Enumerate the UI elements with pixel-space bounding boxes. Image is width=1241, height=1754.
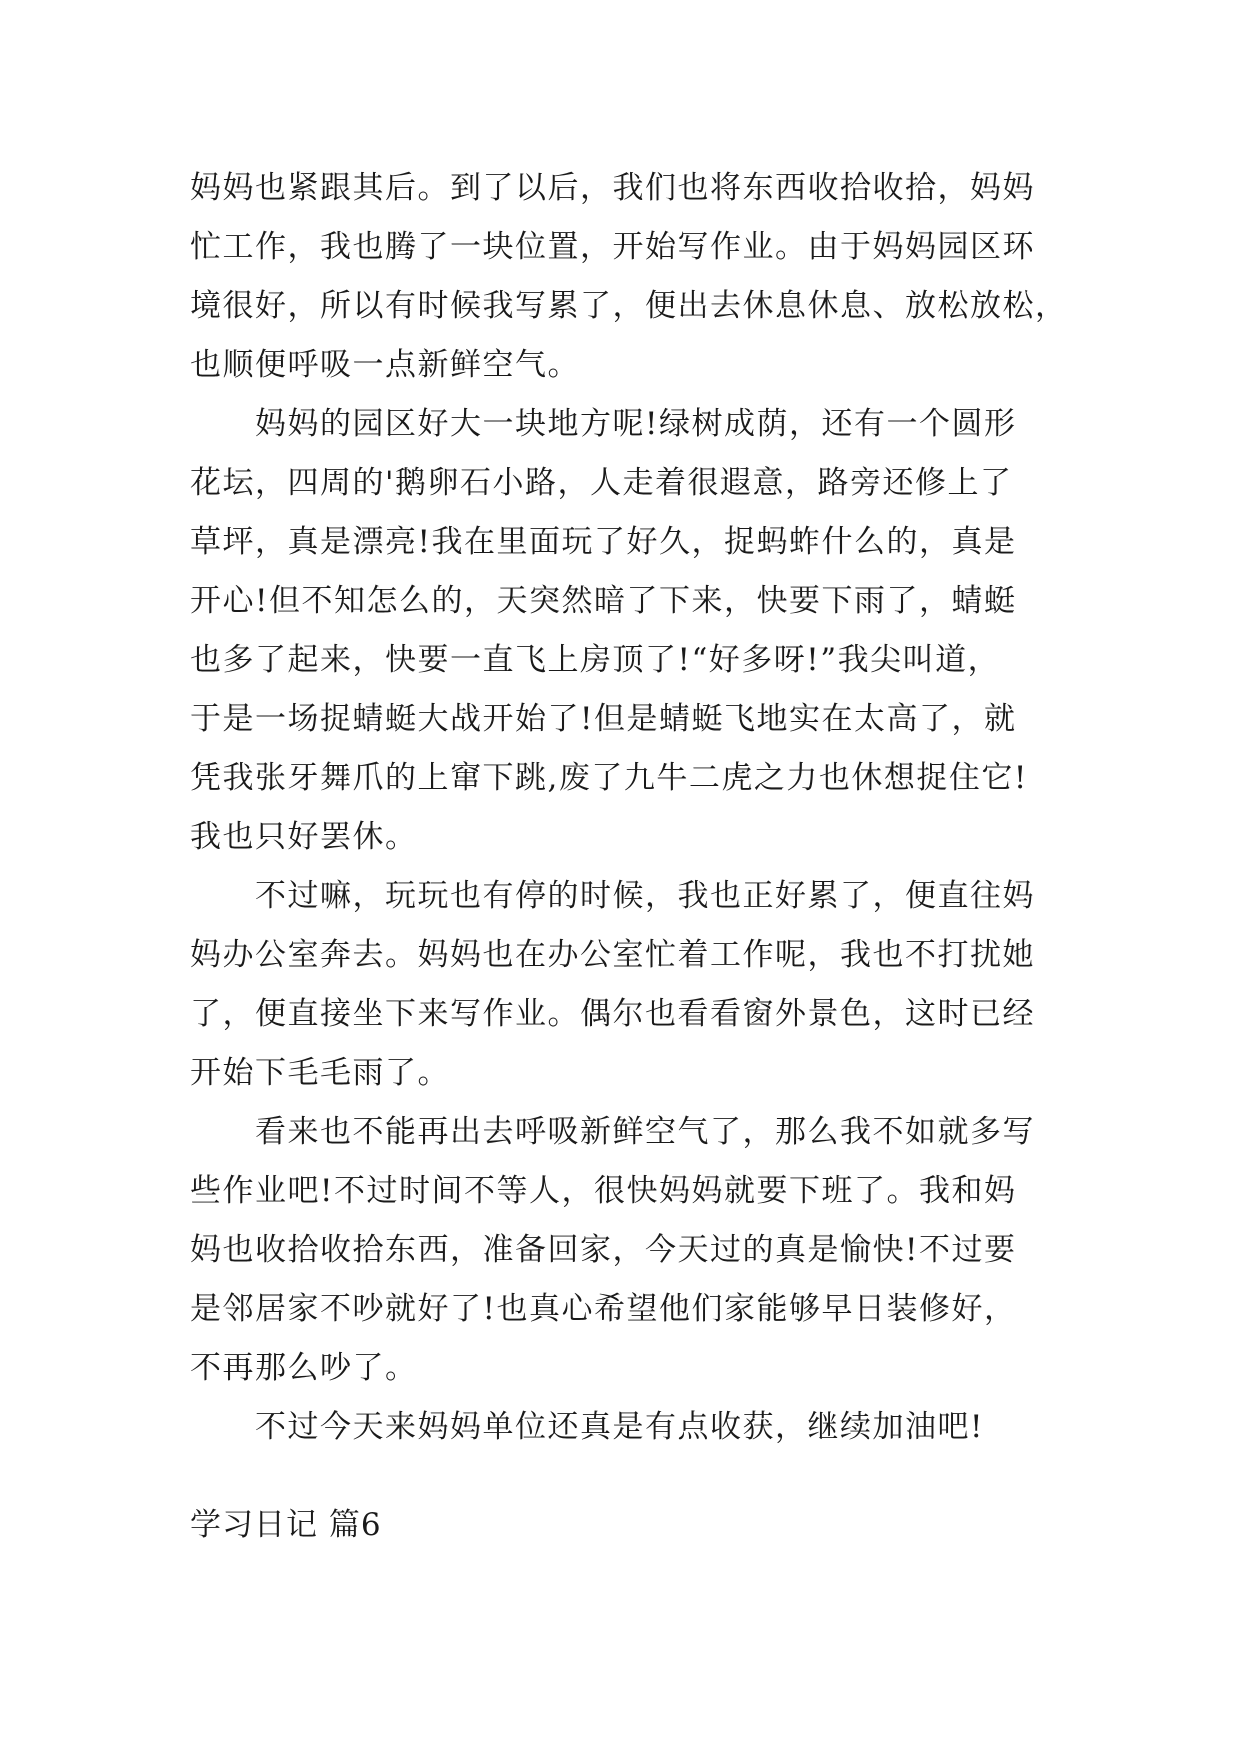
section-heading: 学习日记 篇6 [190,1507,382,1543]
text-line: 了，便直接坐下来写作业。偶尔也看看窗外景色，这时已经 [190,996,1035,1032]
text-line: 些作业吧!不过时间不等人，很快妈妈就要下班了。我和妈 [190,1173,1017,1209]
text-line: 也多了起来，快要一直飞上房顶了!“好多呀!”我尖叫道， [190,642,1001,678]
text-line: 我也只好罢休。 [190,819,418,855]
text-line: 于是一场捉蜻蜓大战开始了!但是蜻蜓飞地实在太高了，就 [190,701,1017,737]
text-line: 不过今天来妈妈单位还真是有点收获，继续加油吧! [190,1409,984,1445]
text-line: 也顺便呼吸一点新鲜空气。 [190,347,580,383]
text-line: 妈妈也紧跟其后。到了以后，我们也将东西收拾收拾，妈妈 [190,170,1035,206]
text-line: 境很好，所以有时候我写累了，便出去休息休息、放松放松， [190,288,1068,324]
text-line: 不过嘛，玩玩也有停的时候，我也正好累了，便直往妈 [190,878,1035,914]
text-line: 是邻居家不吵就好了!也真心希望他们家能够早日装修好， [190,1291,1017,1327]
text-line: 妈办公室奔去。妈妈也在办公室忙着工作呢，我也不打扰她 [190,937,1035,973]
text-line: 妈妈的园区好大一块地方呢!绿树成荫，还有一个圆形 [190,406,1017,442]
text-line: 忙工作，我也腾了一块位置，开始写作业。由于妈妈园区环 [190,229,1035,265]
text-line: 开始下毛毛雨了。 [190,1055,450,1091]
text-line: 花坛，四周的'鹅卵石小路，人走着很遐意，路旁还修上了 [190,465,1013,501]
text-line: 草坪，真是漂亮!我在里面玩了好久，捉蚂蚱什么的，真是 [190,524,1017,560]
text-line: 开心!但不知怎么的，天突然暗了下来，快要下雨了，蜻蜓 [190,583,1017,619]
text-line: 凭我张牙舞爪的上窜下跳,废了九牛二虎之力也休想捉住它! [190,760,1028,796]
text-line: 妈也收拾收拾东西，准备回家，今天过的真是愉快!不过要 [190,1232,1017,1268]
text-line: 不再那么吵了。 [190,1350,418,1386]
text-line: 看来也不能再出去呼吸新鲜空气了，那么我不如就多写 [190,1114,1035,1150]
